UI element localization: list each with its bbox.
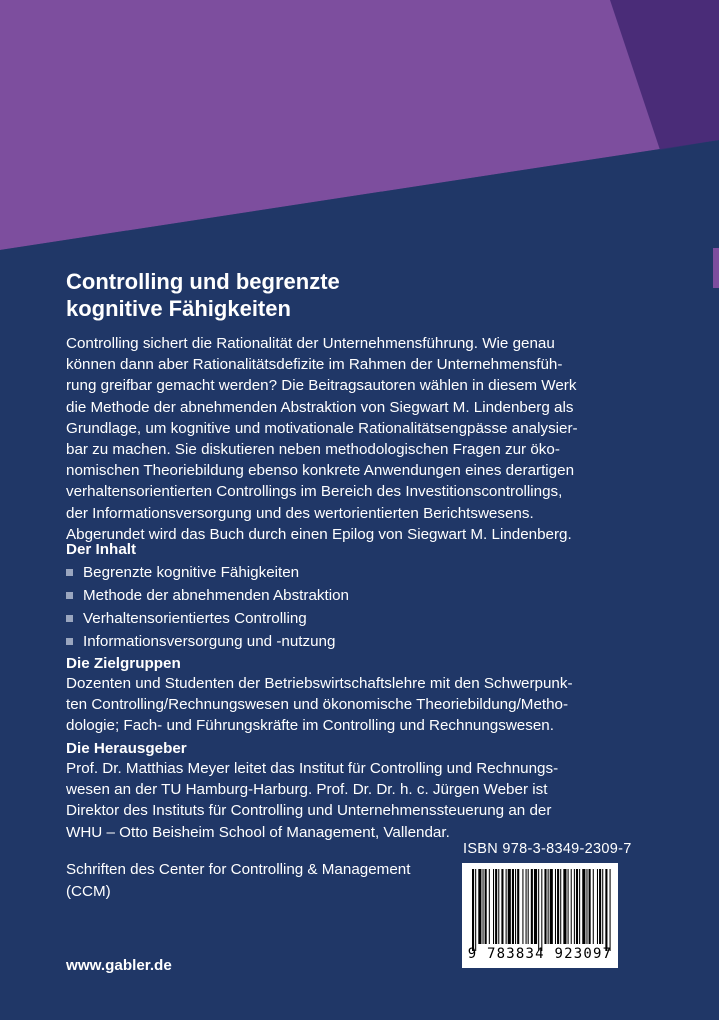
barcode-bar <box>534 869 537 944</box>
barcode-bar <box>517 869 519 944</box>
barcode-bar <box>531 869 533 944</box>
herausgeber-text <box>66 758 626 843</box>
intro-line: die Methode der abnehmenden Abstraktion von Siegwart M. Lindenberg als <box>66 398 574 416</box>
barcode-digits: 9 783834 923097 <box>467 946 613 962</box>
barcode-bar <box>571 869 572 944</box>
intro-line: rung greifbar gemacht werden? Die Beitragsautoren wählen in diesem Werk <box>66 377 577 395</box>
list-item <box>66 607 349 630</box>
zielgruppen-line: dologie; Fach- und Führungskräfte im Controlling und Rechnungswesen. <box>66 717 554 735</box>
barcode-bar <box>579 869 580 944</box>
list-item-label: Methode der abnehmenden Abstraktion <box>83 587 349 604</box>
barcode-bar <box>489 869 490 944</box>
barcode-bar <box>544 869 546 944</box>
herausgeber-line: Direktor des Instituts für Controlling und Unternehmenssteuerung an der <box>66 802 552 820</box>
square-bullet-icon <box>66 592 73 599</box>
barcode-bar <box>610 869 611 951</box>
barcode-bar <box>528 869 529 944</box>
title-line: Controlling und begrenzte <box>66 269 340 294</box>
barcode-bar <box>593 869 594 944</box>
barcode-bar <box>582 869 585 944</box>
barcode-bar <box>576 869 578 944</box>
barcode-bar <box>550 869 553 944</box>
barcode-bar <box>493 869 494 944</box>
barcode-bar <box>548 869 549 944</box>
inhalt-list <box>66 561 349 653</box>
square-bullet-icon <box>66 638 73 645</box>
barcode-bar <box>478 869 481 944</box>
publisher-url[interactable]: www.gabler.de <box>66 957 172 974</box>
barcode-bar <box>538 869 539 951</box>
barcode-bar <box>563 869 566 944</box>
barcode-bar <box>555 869 556 944</box>
barcode-bar <box>589 869 591 944</box>
intro-line: Controlling sichert die Rationalität der Unternehmensführung. Wie genau <box>66 335 555 352</box>
barcode-bar <box>599 869 601 944</box>
zielgruppen-line: Dozenten und Studenten der Betriebswirtschaftslehre mit den Schwerpunk- <box>66 675 573 692</box>
intro-line: nomischen Theoriebildung ebenso konkrete Anwendungen eines derartigen <box>66 462 575 480</box>
barcode-bar <box>568 869 569 944</box>
intro-line: Grundlage, um kognitive und motivationale Rationalitätsengpässe analysier- <box>66 419 578 437</box>
herausgeber-line: WHU – Otto Beisheim School of Management, Vallendar. <box>66 823 450 841</box>
herausgeber-line: wesen an der TU Hamburg-Harburg. Prof. Dr. Dr. h. c. Jürgen Weber ist <box>66 781 548 799</box>
intro-line: können dann aber Rationalitätsdefizite im Rahmen der Unternehmensfüh- <box>66 356 563 374</box>
barcode-bar <box>472 869 474 951</box>
title-line: kognitive Fähigkeiten <box>66 296 291 321</box>
series-line: Schriften des Center for Controlling & Management <box>66 861 411 878</box>
barcode <box>462 863 618 968</box>
list-item-label: Begrenzte kognitive Fähigkeiten <box>83 564 300 581</box>
barcode-bar <box>574 869 575 944</box>
intro-line: der Informationsversorgung und des wertorientierten Berichtswesens. <box>66 504 534 522</box>
barcode-bar <box>605 869 607 951</box>
barcode-bar <box>522 869 523 944</box>
list-item <box>66 561 349 584</box>
barcode-bar <box>560 869 561 944</box>
list-item-label: Verhaltensorientiertes Controlling <box>83 610 307 627</box>
barcode-bar <box>515 869 516 944</box>
intro-line: bar zu machen. Sie diskutieren neben methodologischen Fragen zur öko- <box>66 441 560 459</box>
series-line: (CCM) <box>66 882 111 900</box>
barcode-bar <box>495 869 497 944</box>
intro-line: verhaltensorientierten Controllings im Bereich des Investitionscontrollings, <box>66 483 563 501</box>
barcode-bar <box>475 869 476 951</box>
barcode-bar <box>541 869 542 951</box>
intro-line: Abgerundet wird das Buch durch einen Epilog von Siegwart M. Lindenberg. <box>66 525 572 543</box>
herausgeber-line: Prof. Dr. Matthias Meyer leitet das Institut für Controlling und Rechnungs- <box>66 760 559 777</box>
barcode-bar <box>602 869 603 944</box>
list-item <box>66 584 349 607</box>
barcode-bar <box>506 869 507 944</box>
zielgruppen-line: ten Controlling/Rechnungswesen und ökonomische Theoriebildung/Metho- <box>66 696 569 714</box>
barcode-bar <box>526 869 527 944</box>
barcode-bar <box>501 869 503 944</box>
list-item <box>66 630 349 653</box>
series-note <box>66 859 446 902</box>
barcode-bar <box>597 869 598 944</box>
isbn-label: ISBN 978-3-8349-2309-7 <box>463 841 632 857</box>
barcode-bar <box>557 869 559 944</box>
barcode-bar <box>485 869 487 944</box>
edge-mark <box>713 248 719 288</box>
herausgeber-heading: Die Herausgeber <box>66 740 187 757</box>
barcode-bar <box>508 869 511 944</box>
square-bullet-icon <box>66 569 73 576</box>
intro-text <box>66 333 626 545</box>
inhalt-heading: Der Inhalt <box>66 541 137 558</box>
barcode-bar <box>586 869 587 944</box>
barcode-bar <box>498 869 499 944</box>
zielgruppen-text <box>66 673 626 737</box>
zielgruppen-heading: Die Zielgruppen <box>66 655 181 672</box>
list-item-label: Informationsversorgung und -nutzung <box>83 633 336 650</box>
square-bullet-icon <box>66 615 73 622</box>
barcode-bar <box>483 869 484 944</box>
book-title <box>66 268 626 322</box>
barcode-bar <box>512 869 514 944</box>
